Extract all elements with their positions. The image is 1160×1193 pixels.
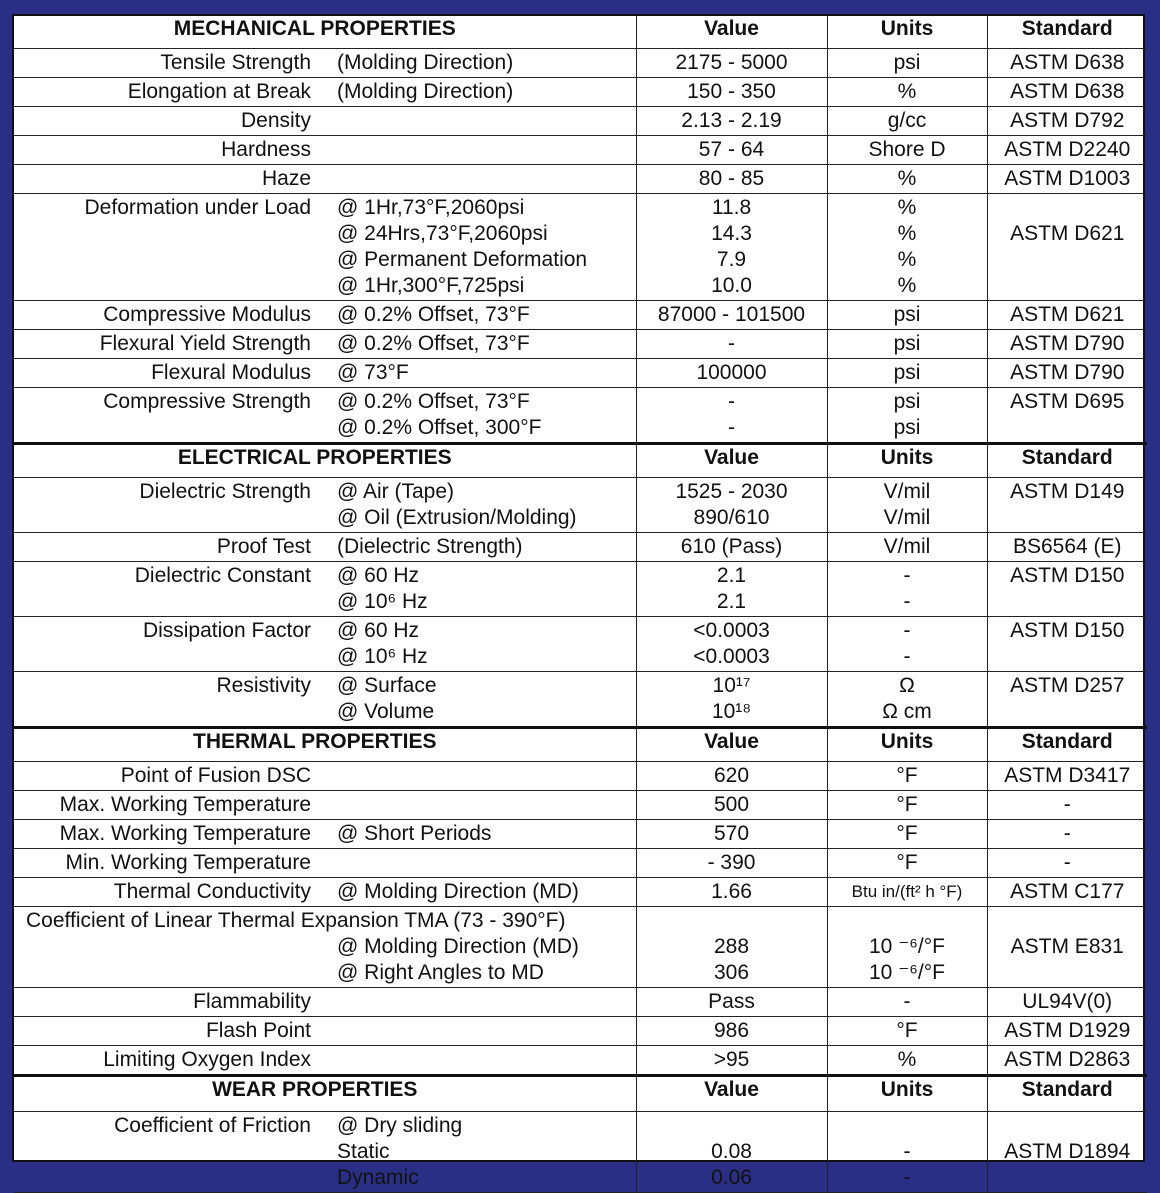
value-cell xyxy=(636,329,827,358)
property-label: Compressive Modulus xyxy=(103,302,311,326)
value-cell xyxy=(636,358,827,387)
units-cell xyxy=(827,358,987,387)
units-cell xyxy=(827,790,987,819)
property-label: Compressive Strength xyxy=(103,389,311,413)
value-text: 100000 xyxy=(696,360,767,384)
units-cell xyxy=(827,987,987,1016)
wear-units-header: Units xyxy=(827,1075,987,1111)
condition-text: @ 10⁶ Hz xyxy=(337,589,428,613)
condition-text: @ 60 Hz xyxy=(337,618,420,642)
value-text: 986 xyxy=(713,1018,750,1042)
value-text: 306 xyxy=(713,960,750,984)
standard-text: - xyxy=(1063,850,1071,874)
property-row xyxy=(14,790,1147,819)
value-cell xyxy=(636,532,827,561)
property-row xyxy=(14,77,1147,106)
standard-cell xyxy=(987,106,1147,135)
units-cell xyxy=(827,819,987,848)
property-row xyxy=(14,106,1147,135)
value-text xyxy=(637,1113,827,1139)
units-cell xyxy=(827,106,987,135)
property-row xyxy=(14,1045,1147,1075)
property-label: Flammability xyxy=(193,989,311,1013)
value-text: 7.9 xyxy=(716,247,747,271)
units-cell xyxy=(827,1016,987,1045)
value-text: 890/610 xyxy=(693,505,770,529)
wear-standard-header: Standard xyxy=(987,1075,1147,1111)
property-cell xyxy=(14,790,636,819)
value-cell xyxy=(636,848,827,877)
property-label: Resistivity xyxy=(216,673,311,697)
property-row xyxy=(14,477,1147,532)
standard-cell xyxy=(987,77,1147,106)
property-row xyxy=(14,387,1147,443)
value-cell xyxy=(636,877,827,906)
value-text: 150 - 350 xyxy=(687,79,776,103)
value-text: 620 xyxy=(713,763,750,787)
value-text: Pass xyxy=(708,989,755,1013)
value-text: 10¹⁷ xyxy=(712,673,751,697)
value-cell xyxy=(636,193,827,300)
units-cell xyxy=(827,671,987,727)
value-text: 0.06 xyxy=(711,1165,752,1189)
property-cell xyxy=(14,1111,636,1192)
property-cell xyxy=(14,106,636,135)
condition-text: @ 1Hr,73°F,2060psi xyxy=(337,195,525,219)
standard-cell xyxy=(987,1016,1147,1045)
condition-text: Dynamic xyxy=(337,1165,419,1189)
value-text: 0.08 xyxy=(711,1139,752,1163)
standard-cell xyxy=(987,987,1147,1016)
units-text: % xyxy=(897,273,917,297)
condition-text: @ Molding Direction (MD) xyxy=(337,934,579,958)
standard-text: ASTM D621 xyxy=(1010,221,1125,245)
property-row xyxy=(14,300,1147,329)
units-text: °F xyxy=(896,821,918,845)
property-cell xyxy=(14,761,636,790)
condition-text: @ Oil (Extrusion/Molding) xyxy=(337,505,577,529)
units-cell xyxy=(827,877,987,906)
standard-cell xyxy=(987,135,1147,164)
value-cell xyxy=(636,987,827,1016)
units-text: - xyxy=(903,589,911,613)
standard-text: ASTM E831 xyxy=(1010,934,1124,958)
units-text: Btu in/(ft² h °F) xyxy=(851,881,963,901)
property-cell xyxy=(14,877,636,906)
value-cell xyxy=(636,561,827,616)
standard-text: ASTM D149 xyxy=(1010,479,1125,503)
units-text: % xyxy=(897,1047,917,1071)
units-text: °F xyxy=(896,1018,918,1042)
property-cell xyxy=(14,300,636,329)
value-cell xyxy=(636,1045,827,1075)
standard-text: ASTM D150 xyxy=(1010,563,1125,587)
property-row xyxy=(14,1111,1147,1192)
standard-text: ASTM D2240 xyxy=(1004,137,1131,161)
thermal-standard-header: Standard xyxy=(987,727,1147,761)
electrical-section-title: ELECTRICAL PROPERTIES xyxy=(14,443,636,477)
units-text: psi xyxy=(893,302,921,326)
units-cell xyxy=(827,329,987,358)
standard-text: ASTM D695 xyxy=(1010,389,1125,413)
condition-text: Static xyxy=(337,1139,390,1163)
value-text: 610 (Pass) xyxy=(680,534,783,558)
standard-cell xyxy=(987,1111,1147,1192)
value-cell xyxy=(636,48,827,77)
units-cell xyxy=(827,164,987,193)
value-cell xyxy=(636,300,827,329)
value-cell xyxy=(636,1111,827,1192)
value-cell xyxy=(636,106,827,135)
units-cell xyxy=(827,616,987,671)
value-cell xyxy=(636,616,827,671)
units-text: % xyxy=(897,166,917,190)
condition-text: @ Permanent Deformation xyxy=(337,247,588,271)
value-cell xyxy=(636,477,827,532)
property-row xyxy=(14,135,1147,164)
value-text: <0.0003 xyxy=(693,618,770,642)
property-label: Flexural Modulus xyxy=(151,360,311,384)
property-row xyxy=(14,193,1147,300)
standard-cell xyxy=(987,877,1147,906)
value-text: 2.1 xyxy=(716,589,747,613)
condition-text: @ 0.2% Offset, 73°F xyxy=(337,389,530,413)
condition-text: @ Molding Direction (MD) xyxy=(337,879,579,903)
mechanical-standard-header: Standard xyxy=(987,16,1147,48)
property-cell xyxy=(14,616,636,671)
property-row xyxy=(14,48,1147,77)
value-cell xyxy=(636,790,827,819)
value-text: >95 xyxy=(713,1047,750,1071)
property-label: Thermal Conductivity xyxy=(113,879,311,903)
value-text: 1.66 xyxy=(711,879,752,903)
property-label: Dielectric Constant xyxy=(134,563,311,587)
standard-text: - xyxy=(1063,792,1071,816)
electrical-standard-header: Standard xyxy=(987,443,1147,477)
property-cell xyxy=(14,906,636,987)
units-text: °F xyxy=(896,792,918,816)
condition-text: @ Short Periods xyxy=(337,821,492,845)
units-text: g/cc xyxy=(887,108,927,132)
units-text: 10 ⁻⁶/°F xyxy=(869,934,945,958)
units-text: - xyxy=(903,618,911,642)
units-text: Ω cm xyxy=(882,699,932,723)
units-text: - xyxy=(903,989,911,1013)
units-cell xyxy=(827,848,987,877)
standard-cell xyxy=(987,561,1147,616)
mechanical-value-header: Value xyxy=(636,16,827,48)
condition-text: @ 24Hrs,73°F,2060psi xyxy=(337,221,548,245)
standard-cell xyxy=(987,477,1147,532)
property-label: Elongation at Break xyxy=(127,79,311,103)
units-cell xyxy=(827,387,987,443)
standard-text: ASTM C177 xyxy=(1010,879,1125,903)
units-text: % xyxy=(897,221,917,245)
value-text: 80 - 85 xyxy=(698,166,765,190)
standard-text: ASTM D2863 xyxy=(1004,1047,1131,1071)
property-cell xyxy=(14,561,636,616)
units-cell xyxy=(827,48,987,77)
thermal-units-header: Units xyxy=(827,727,987,761)
property-label: Dielectric Strength xyxy=(139,479,311,503)
property-label: Coefficient of Linear Thermal Expansion TMA (73 - 390°F) xyxy=(26,908,566,932)
value-text: 11.8 xyxy=(711,195,752,219)
property-row xyxy=(14,616,1147,671)
property-cell xyxy=(14,987,636,1016)
condition-text: @ Air (Tape) xyxy=(337,479,455,503)
properties-sheet xyxy=(12,14,1145,1189)
value-text: 2.13 - 2.19 xyxy=(681,108,782,132)
value-text: 10.0 xyxy=(711,273,752,297)
thermal-header-row xyxy=(14,727,1147,761)
condition-text: @ Dry sliding xyxy=(337,1113,463,1137)
units-text xyxy=(828,1113,987,1139)
units-cell xyxy=(827,906,987,987)
standard-cell xyxy=(987,387,1147,443)
units-text: psi xyxy=(893,331,921,355)
condition-text: @ 1Hr,300°F,725psi xyxy=(337,273,525,297)
standard-cell xyxy=(987,616,1147,671)
thermal-value-header: Value xyxy=(636,727,827,761)
property-cell xyxy=(14,387,636,443)
property-cell xyxy=(14,48,636,77)
property-cell xyxy=(14,671,636,727)
property-row xyxy=(14,532,1147,561)
units-cell xyxy=(827,135,987,164)
value-cell xyxy=(636,906,827,987)
property-label: Flash Point xyxy=(205,1018,311,1042)
property-cell xyxy=(14,77,636,106)
standard-cell xyxy=(987,358,1147,387)
units-text: V/mil xyxy=(883,505,931,529)
value-text: - xyxy=(728,331,735,355)
units-cell xyxy=(827,1111,987,1192)
units-text: V/mil xyxy=(883,534,931,558)
property-label: Point of Fusion DSC xyxy=(120,763,311,787)
units-text: psi xyxy=(893,389,921,413)
value-cell xyxy=(636,387,827,443)
property-row xyxy=(14,848,1147,877)
units-text: - xyxy=(903,1139,911,1163)
value-text: <0.0003 xyxy=(693,644,770,668)
units-text: psi xyxy=(893,415,921,439)
property-label: Max. Working Temperature xyxy=(59,792,311,816)
units-text: % xyxy=(897,247,917,271)
value-cell xyxy=(636,761,827,790)
units-text: Ω xyxy=(899,673,915,697)
property-label: Dissipation Factor xyxy=(142,618,311,642)
condition-text: @ 0.2% Offset, 73°F xyxy=(337,302,530,326)
property-row xyxy=(14,358,1147,387)
units-cell xyxy=(827,561,987,616)
standard-text: ASTM D3417 xyxy=(1004,763,1131,787)
value-text: 57 - 64 xyxy=(698,137,765,161)
condition-text: (Molding Direction) xyxy=(337,79,514,103)
condition-text: @ Volume xyxy=(337,699,435,723)
condition-text: @ 10⁶ Hz xyxy=(337,644,428,668)
units-text: °F xyxy=(896,763,918,787)
value-text: 1525 - 2030 xyxy=(675,479,788,503)
standard-text: BS6564 (E) xyxy=(1012,534,1122,558)
property-cell xyxy=(14,848,636,877)
standard-cell xyxy=(987,761,1147,790)
property-row xyxy=(14,164,1147,193)
property-row xyxy=(14,1016,1147,1045)
units-text: - xyxy=(903,644,911,668)
units-cell xyxy=(827,761,987,790)
property-label: Limiting Oxygen Index xyxy=(103,1047,311,1071)
standard-cell xyxy=(987,790,1147,819)
electrical-units-header: Units xyxy=(827,443,987,477)
property-row xyxy=(14,329,1147,358)
value-text: - 390 xyxy=(707,850,756,874)
units-cell xyxy=(827,77,987,106)
property-cell xyxy=(14,164,636,193)
value-text: 288 xyxy=(713,934,750,958)
property-label: Min. Working Temperature xyxy=(65,850,311,874)
property-label: Haze xyxy=(261,166,311,190)
property-row xyxy=(14,761,1147,790)
standard-text: UL94V(0) xyxy=(1022,989,1113,1013)
standard-cell xyxy=(987,1045,1147,1075)
value-text: - xyxy=(728,415,735,439)
standard-cell xyxy=(987,164,1147,193)
standard-text: - xyxy=(1063,821,1071,845)
property-label: Proof Test xyxy=(216,534,311,558)
property-label: Deformation under Load xyxy=(84,195,311,219)
standard-text: ASTM D792 xyxy=(1010,108,1125,132)
value-text: 2175 - 5000 xyxy=(675,50,788,74)
properties-table xyxy=(14,16,1147,1193)
property-row xyxy=(14,987,1147,1016)
units-cell xyxy=(827,1045,987,1075)
value-cell xyxy=(636,819,827,848)
value-text: 10¹⁸ xyxy=(711,699,752,723)
value-text: - xyxy=(728,389,735,413)
units-cell xyxy=(827,477,987,532)
standard-text: ASTM D257 xyxy=(1010,673,1125,697)
condition-text: @ Surface xyxy=(337,673,437,697)
units-text: - xyxy=(903,563,911,587)
value-text: 14.3 xyxy=(711,221,752,245)
property-cell xyxy=(14,477,636,532)
property-cell xyxy=(14,1045,636,1075)
property-label: Coefficient of Friction xyxy=(114,1113,311,1137)
property-label: Max. Working Temperature xyxy=(59,821,311,845)
thermal-section-title: THERMAL PROPERTIES xyxy=(14,727,636,761)
property-cell xyxy=(14,193,636,300)
standard-text: ASTM D1894 xyxy=(1004,1139,1131,1163)
condition-text: (Molding Direction) xyxy=(337,50,514,74)
value-text: 570 xyxy=(713,821,750,845)
units-text: 10 ⁻⁶/°F xyxy=(869,960,945,984)
units-text: psi xyxy=(893,360,921,384)
property-label: Density xyxy=(240,108,311,132)
condition-text: @ 0.2% Offset, 300°F xyxy=(337,415,542,439)
units-cell xyxy=(827,193,987,300)
condition-text: @ 0.2% Offset, 73°F xyxy=(337,331,530,355)
value-cell xyxy=(636,1016,827,1045)
units-text: psi xyxy=(893,50,921,74)
property-cell xyxy=(14,329,636,358)
value-text: 500 xyxy=(713,792,750,816)
value-cell xyxy=(636,135,827,164)
value-text: 87000 - 101500 xyxy=(657,302,806,326)
property-label: Flexural Yield Strength xyxy=(99,331,311,355)
standard-text: ASTM D1929 xyxy=(1004,1018,1131,1042)
value-cell xyxy=(636,164,827,193)
property-row xyxy=(14,671,1147,727)
units-text: - xyxy=(903,1165,911,1189)
property-label: Tensile Strength xyxy=(160,50,311,74)
condition-text: @ 73°F xyxy=(337,360,409,384)
property-cell xyxy=(14,358,636,387)
property-cell xyxy=(14,819,636,848)
property-row xyxy=(14,819,1147,848)
standard-text: ASTM D1003 xyxy=(1004,166,1131,190)
standard-text: ASTM D638 xyxy=(1010,79,1125,103)
units-text: °F xyxy=(896,850,918,874)
electrical-value-header: Value xyxy=(636,443,827,477)
property-cell xyxy=(14,532,636,561)
value-cell xyxy=(636,77,827,106)
units-text: V/mil xyxy=(883,479,931,503)
standard-cell xyxy=(987,532,1147,561)
units-text: % xyxy=(897,79,917,103)
mechanical-section-title: MECHANICAL PROPERTIES xyxy=(14,16,636,48)
property-cell xyxy=(14,1016,636,1045)
condition-text: (Dielectric Strength) xyxy=(337,534,523,558)
condition-text: @ Right Angles to MD xyxy=(337,960,544,984)
standard-cell xyxy=(987,671,1147,727)
standard-cell xyxy=(987,819,1147,848)
property-cell xyxy=(14,135,636,164)
standard-cell xyxy=(987,48,1147,77)
standard-cell xyxy=(987,329,1147,358)
units-text: % xyxy=(897,195,917,219)
property-row xyxy=(14,561,1147,616)
standard-text: ASTM D790 xyxy=(1010,331,1125,355)
standard-cell xyxy=(987,300,1147,329)
value-cell xyxy=(636,671,827,727)
standard-text: ASTM D621 xyxy=(1010,302,1125,326)
units-cell xyxy=(827,532,987,561)
units-text: Shore D xyxy=(868,137,946,161)
condition-text: @ 60 Hz xyxy=(337,563,420,587)
electrical-header-row xyxy=(14,443,1147,477)
wear-section-title: WEAR PROPERTIES xyxy=(14,1075,636,1111)
standard-cell xyxy=(987,193,1147,300)
units-cell xyxy=(827,300,987,329)
property-row xyxy=(14,877,1147,906)
mechanical-header-row xyxy=(14,16,1147,48)
wear-header-row xyxy=(14,1075,1147,1111)
standard-text: ASTM D638 xyxy=(1010,50,1125,74)
wear-value-header: Value xyxy=(636,1075,827,1111)
property-row xyxy=(14,906,1147,987)
standard-cell xyxy=(987,906,1147,987)
property-label: Hardness xyxy=(221,137,311,161)
mechanical-units-header: Units xyxy=(827,16,987,48)
value-text: 2.1 xyxy=(716,563,747,587)
standard-cell xyxy=(987,848,1147,877)
standard-text: ASTM D790 xyxy=(1010,360,1125,384)
standard-text: ASTM D150 xyxy=(1010,618,1125,642)
